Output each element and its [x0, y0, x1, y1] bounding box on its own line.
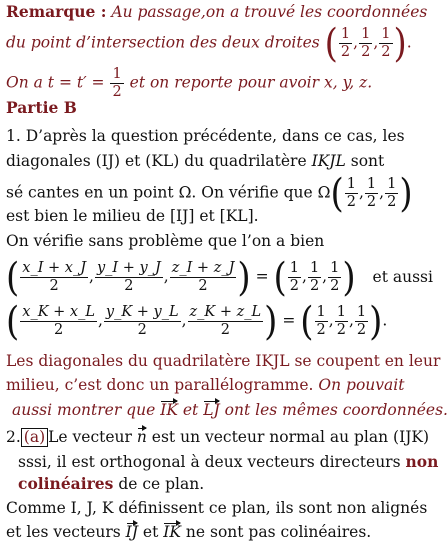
- p1-line-4: est bien le milieu de [IJ] et [KL].: [6, 207, 259, 225]
- remarque-report: et on reporte pour avoir x, y, z.: [129, 73, 373, 92]
- remarque-line-2: du point d’intersection des deux droites ( $\frac{1}{2}$ , $\frac{1}{2}$ , $\frac{1}{2}$ ).: [6, 20, 412, 67]
- frac-half: $\frac{1}{2}$: [366, 176, 377, 210]
- concl-line-2: milieu, c’est donc un parallélogramme. On pouvait: [6, 376, 405, 394]
- vector-ik: IK: [160, 401, 178, 419]
- q2-line-3: colinéaires de ce plan.: [18, 474, 205, 493]
- concl-line-1: Les diagonales du quadrilatère IKJL se coupent en leur: [6, 352, 441, 370]
- p1-line-2: diagonales (IJ) et (KL) du quadrilatère IKJL sont: [6, 152, 385, 170]
- paren-close: ): [393, 20, 407, 67]
- p1-line-5: On vérifie sans problème que l’on a bien: [6, 232, 325, 250]
- vector-ik: IK: [163, 523, 181, 541]
- remarque-line-3: [6, 66, 426, 101]
- frac-half: $\frac{1}{2}$: [361, 26, 371, 60]
- frac-half: $\frac{1}{2}$: [346, 176, 356, 210]
- frac-half: $\frac{1}{2}$: [112, 66, 122, 100]
- remarque-line-1: [6, 2, 426, 22]
- q2-line-5: et les vecteurs IJ et IK ne sont pas colinéaires.: [6, 523, 372, 541]
- midpoint-kl-equation: ( $\frac{x\_K + x\_L}{2}$ , $\frac{y\_K + y\_L}{2}$ , $\frac{z\_K + z\_L}{2}$ ) = ( $\frac{1}{2}$ , $\frac{1}{2}$ , $\frac{1}{2}$ ).: [6, 298, 388, 345]
- p1-line-3: sé cantes en un point Ω. On vérifie que Ω( $\frac{1}{2}$ , $\frac{1}{2}$ , $\frac{1}{2}$ ): [6, 170, 413, 217]
- subquestion-label: (a): [21, 428, 48, 447]
- remarque-text-1: Au passage,on a trouvé les coordonnées: [111, 3, 428, 21]
- frac-half: $\frac{1}{2}$: [381, 26, 391, 60]
- section-title: Partie B: [6, 98, 77, 117]
- paren-open: (: [324, 20, 338, 67]
- remarque-text-2: du point d’intersection des deux droites: [6, 33, 320, 52]
- concl-line-3: aussi montrer que IK et LJ ont les mêmes coordonnées.: [12, 401, 448, 419]
- q2-line-2: sssi, il est orthogonal à deux vecteurs directeurs non: [18, 452, 439, 471]
- q2-line-1: 2. (a) Le vecteur n est un vecteur normal au plan (IJK): [6, 428, 430, 446]
- vector-n: n: [136, 428, 147, 446]
- frac-half: $\frac{1}{2}$: [387, 176, 397, 210]
- frac-half: $\frac{1}{2}$: [340, 26, 351, 60]
- remarque-on-a: On a t = t′ =: [6, 73, 105, 92]
- et-aussi: et aussi: [372, 267, 433, 286]
- vector-ij: IJ: [125, 523, 138, 541]
- p1-line-1: 1. D’après la question précédente, dans ce cas, les: [6, 127, 405, 145]
- q2-line-4: Comme I, J, K définissent ce plan, ils sont non alignés: [6, 499, 428, 517]
- vector-lj: LJ: [203, 401, 220, 419]
- midpoint-ij-equation: ( $\frac{x\_I + x\_J}{2}$ , $\frac{y\_I + y\_J}{2}$ , $\frac{z\_I + z\_J}{2}$ ) = ( $\frac{1}{2}$ , $\frac{1}{2}$ , $\frac{1}{2}$ ) et aussi: [6, 254, 433, 301]
- remarque-label: Remarque :: [6, 2, 107, 21]
